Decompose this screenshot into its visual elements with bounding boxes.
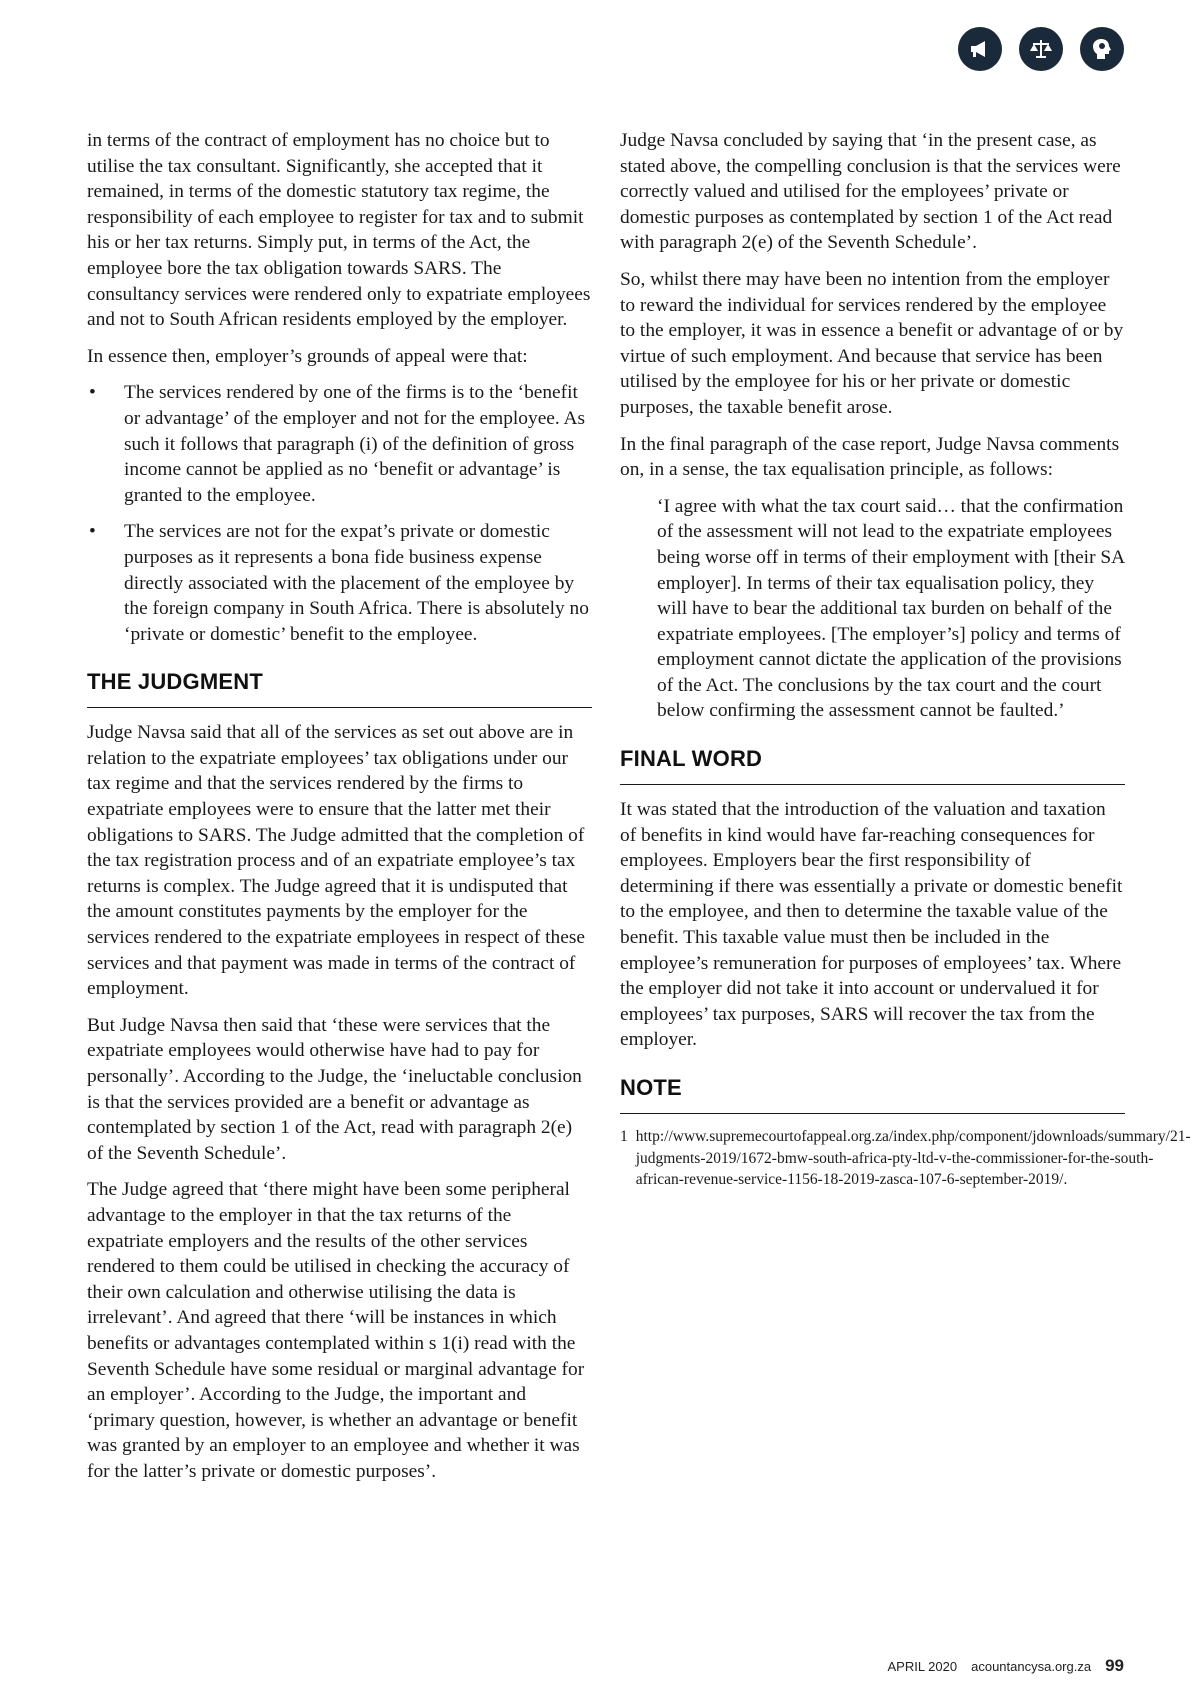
page-number: 99: [1105, 1656, 1124, 1675]
block-quote: ‘I agree with what the tax court said… that the confirmation of the assessment will not lead to the expatriate employees being worse off in terms of their employment with [their SA employer]. In terms of their tax equalisation policy, they will have to bear the additional tax burden on behalf of the expatriate employees. [The employer’s] policy and terms of employment cannot dictate the application of the provisions of the Act. The conclusions by the tax court and the court below confirming the assessment cannot be faulted.’: [657, 495, 1125, 722]
section-heading-note: NOTE: [620, 1075, 1125, 1114]
left-column: [87, 128, 592, 1496]
scales-icon: [1019, 27, 1063, 71]
footnote-link[interactable]: http://www.supremecourtofappeal.org.za/index.php/component/jdownloads/summary/21-judgments-2019/1672-bmw-south-africa-pty-ltd-v-the-commissioner-for-the-south-african-revenue-service-1156-18-2019-zasca-107-6-september-2019/.: [635, 1128, 1191, 1188]
header-icons: [958, 27, 1124, 71]
footnote-number: 1: [620, 1128, 628, 1145]
section-heading-final-word: FINAL WORD: [620, 746, 1125, 785]
paragraph: In the final paragraph of the case report, Judge Navsa comments on, in a sense, the tax equalisation principle, as follows:: [620, 433, 1120, 481]
section-heading-judgment: THE JUDGMENT: [87, 669, 592, 708]
grounds-of-appeal-list: [87, 380, 592, 647]
paragraph: The Judge agreed that ‘there might have been some peripheral advantage to the employer in that the tax returns of the expatriate employers and the results of the other services rendered to them could be utilised in checking the accuracy of their own calculation and otherwise utilising the data is irrelevant’. And agreed that there ‘will be instances in which benefits or advantages contemplated within s 1(i) read with the Seventh Schedule have some residual or marginal advantage for an employer’. According to the Judge, the important and ‘primary question, however, is whether an advantage or benefit was granted by an employer to an employee and whether it was for the latter’s private or domestic purposes’.: [87, 1179, 585, 1482]
list-item-text: The services are not for the expat’s private or domestic purposes as it represents a bona fide business expense directly associated with the placement of the employee by the foreign company in South Africa. There is absolutely no ‘private or domestic’ benefit to the employee.: [124, 521, 589, 645]
paragraph: It was stated that the introduction of the valuation and taxation of benefits in kind would have far-reaching consequences for employees. Employers bear the first responsibility of determining if there was essentially a private or domestic benefit to the employee, and then to determine the taxable value of the benefit. This taxable value must then be included in the employee’s remuneration for purposes of employees’ tax. Where the employer did not take it into account or undervalued it for employees’ tax purposes, SARS will recover the tax from the employer.: [620, 799, 1123, 1051]
paragraph: But Judge Navsa then said that ‘these were services that the expatriate employees would otherwise have had to pay for personally’. According to the Judge, the ‘ineluctable conclusion is that the services provided are a benefit or advantage as contemplated by section 1 of the Act, read with paragraph 2(e) of the Seventh Schedule’.: [87, 1014, 582, 1164]
bullet: •: [89, 521, 96, 543]
paragraph: in terms of the contract of employment has no choice but to utilise the tax consultant. Significantly, she accepted that it remained, in terms of the domestic statutory tax regime, the responsibility of each employee to register for tax and to submit his or her tax returns. Simply put, in terms of the Act, the employee bore the tax obligation towards SARS. The consultancy services were rendered only to expatriate employees and not to South African residents employed by the employer.: [87, 130, 591, 331]
list-item: [87, 519, 592, 647]
right-column: [620, 128, 1191, 1191]
website[interactable]: acountancysa.org.za: [971, 1659, 1092, 1674]
paragraph: Judge Navsa concluded by saying that ‘in the present case, as stated above, the compelling conclusion is that the services were correctly valued and utilised for the employees’ private or domestic purposes as contemplated by section 1 of the Act read with paragraph 2(e) of the Seventh Schedule’.: [620, 130, 1121, 254]
bullet: •: [89, 382, 96, 404]
paragraph: So, whilst there may have been no intention from the employer to reward the individual for services rendered by the employee to the employer, it was in essence a benefit or advantage of or by virtue of such employment. And because that service has been utilised by the employee for his or her private or domestic purposes, the taxable benefit arose.: [620, 268, 1124, 418]
page-footer: [887, 1656, 1124, 1676]
issue-date: APRIL 2020: [887, 1659, 958, 1674]
list-item-text: The services rendered by one of the firms is to the ‘benefit or advantage’ of the employer and not for the employee. As such it follows that paragraph (i) of the definition of gross income cannot be applied as no ‘benefit or advantage’ is granted to the employee.: [124, 382, 586, 506]
list-item: [87, 380, 592, 508]
paragraph: In essence then, employer’s grounds of appeal were that:: [87, 345, 528, 367]
footnote: [620, 1126, 1191, 1191]
head-icon: [1080, 27, 1124, 71]
megaphone-icon: [958, 27, 1002, 71]
paragraph: Judge Navsa said that all of the services as set out above are in relation to the expatriate employees’ tax obligations under our tax regime and that the services rendered by the firms to expatriate employees were to ensure that the latter met their obligations to SARS. The Judge admitted that the completion of the tax registration process and of an expatriate employee’s tax returns is complex. The Judge agreed that it is undisputed that the amount constitutes payments by the employer for the services rendered to the expatriate employees in respect of these services and that payment was made in terms of the contract of employment.: [87, 722, 586, 1000]
